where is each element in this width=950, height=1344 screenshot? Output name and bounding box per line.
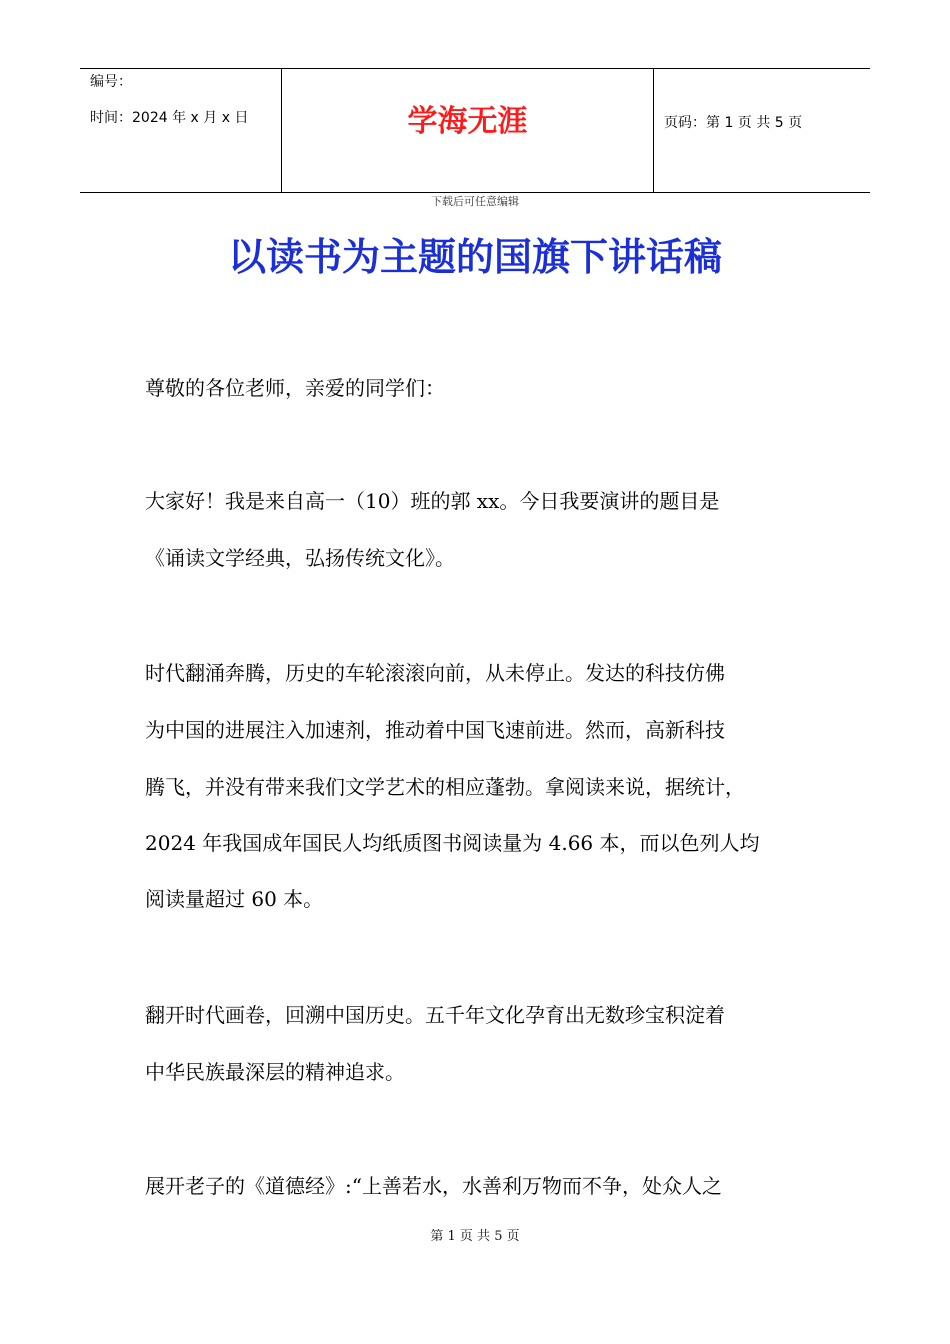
paragraph-line: 《诵读文学经典，弘扬传统文化》。 (145, 546, 455, 570)
paragraph-line: 阅读量超过 60 本。 (145, 887, 324, 911)
paragraph-line: 2024 年我国成年国民人均纸质图书阅读量为 4.66 本，而以色列人均 (145, 831, 760, 855)
salutation-line: 尊敬的各位老师，亲爱的同学们： (145, 376, 445, 400)
paragraph-line: 展开老子的《道德经》:“上善若水，水善利万物而不争，处众人之 (145, 1174, 722, 1198)
paragraph-line: 大家好！我是来自高一（10）班的郭 xx。今日我要演讲的题目是 (145, 489, 720, 513)
page-number-label: 页码：第 1 页 共 5 页 (664, 115, 803, 131)
header-right-cell (654, 69, 870, 192)
brand-title: 学海无涯 (407, 104, 528, 139)
paragraph-line: 中华民族最深层的精神追求。 (145, 1060, 405, 1084)
edit-note: 下载后可任意编辑 (431, 195, 519, 208)
paragraph-line: 时代翻涌奔腾，历史的车轮滚滚向前，从未停止。发达的科技仿佛 (145, 661, 725, 685)
paragraph-line: 为中国的进展注入加速剂，推动着中国飞速前进。然而，高新科技 (145, 718, 725, 742)
header-left-cell (80, 69, 281, 192)
paragraph-line: 腾飞，并没有带来我们文学艺术的相应蓬勃。拿阅读来说，据统计， (145, 775, 745, 799)
date-label: 时间：2024 年 x 月 x 日 (90, 110, 249, 126)
header-table (80, 68, 870, 193)
page-footer: 第 1 页 共 5 页 (430, 1229, 520, 1244)
serial-number-label: 编号： (90, 74, 132, 90)
document-title: 以读书为主题的国旗下讲话稿 (227, 234, 722, 279)
header-brand-cell (281, 69, 654, 192)
paragraph-line: 翻开时代画卷，回溯中国历史。五千年文化孕育出无数珍宝积淀着 (145, 1003, 725, 1027)
